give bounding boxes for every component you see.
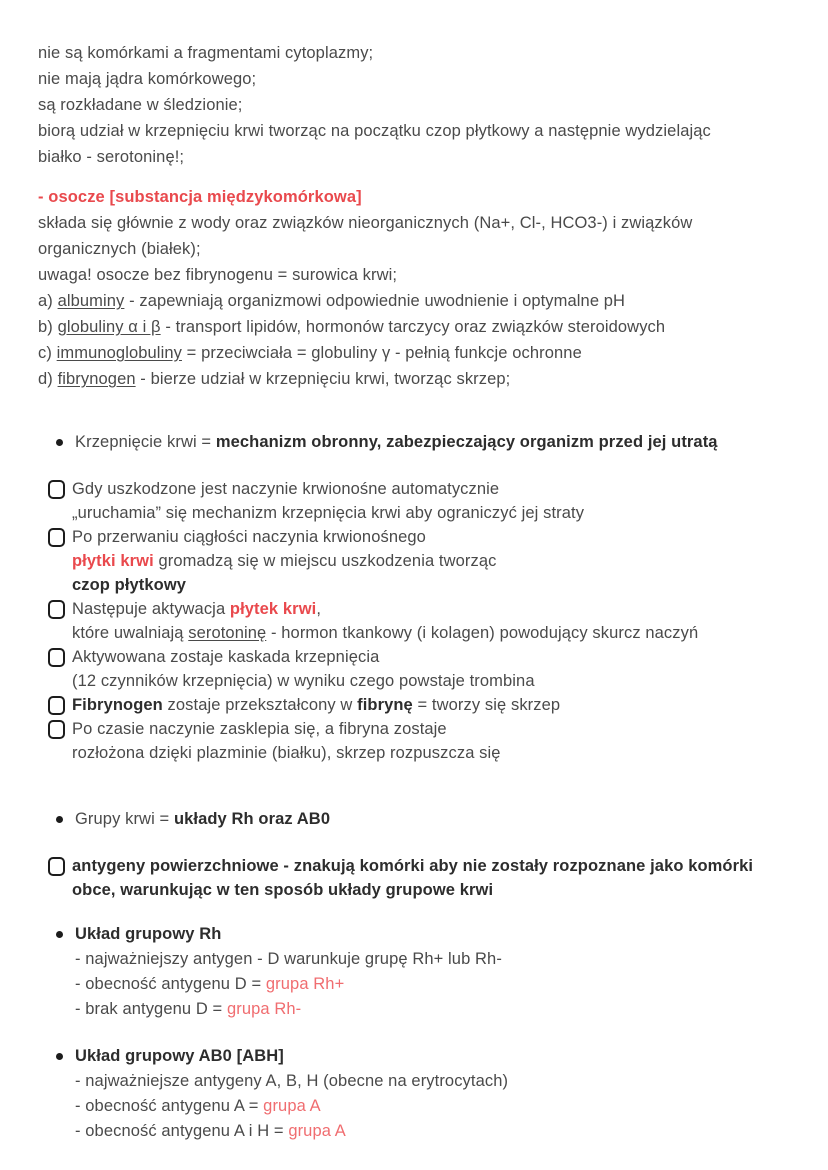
bullet-item-text <box>75 922 798 1022</box>
checkbox-icon[interactable] <box>48 720 65 739</box>
text-run: grupa Rh+ <box>265 975 345 993</box>
checkbox-icon[interactable] <box>48 528 65 547</box>
text-run: składa się głównie z wody oraz związków nieorganicznych (Na+, Cl-, HCO3-) i związków <box>38 214 693 232</box>
text-run: uwaga! osocze bez fibrynogenu = surowica krwi; <box>38 266 398 284</box>
text-line <box>38 118 798 144</box>
text-line <box>38 340 798 366</box>
text-run: globuliny α i β <box>57 318 161 336</box>
text-line <box>75 807 798 832</box>
text-run: a) <box>38 292 58 310</box>
text-line <box>38 288 798 314</box>
text-line <box>38 210 798 236</box>
checklist-item <box>48 525 798 597</box>
bullet-block <box>38 807 798 832</box>
text-run: (12 czynników krzepnięcia) w wyniku czego powstaje trombina <box>72 672 535 690</box>
checkbox-icon[interactable] <box>48 480 65 499</box>
checkbox-icon[interactable] <box>48 648 65 667</box>
checklist-item-text <box>72 693 798 717</box>
text-line <box>72 717 798 741</box>
text-run: immunoglobuliny <box>56 344 182 362</box>
text-run: Grupy krwi = <box>75 810 174 828</box>
text-line <box>72 693 798 717</box>
text-line <box>38 66 798 92</box>
text-run: Aktywowana zostaje kaskada krzepnięcia <box>72 648 380 666</box>
text-line <box>38 236 798 262</box>
checklist-block <box>38 477 798 765</box>
text-line <box>75 997 798 1022</box>
text-run: - bierze udział w krzepnięciu krwi, tworząc skrzep; <box>135 370 511 388</box>
text-run: fibrynogen <box>57 370 136 388</box>
text-run: nie są komórkami a fragmentami cytoplazmy; <box>38 44 374 62</box>
bullet-block <box>38 430 798 455</box>
text-run: białko - serotoninę!; <box>38 148 185 166</box>
text-run: grupa Rh- <box>226 1000 302 1018</box>
checkbox-icon[interactable] <box>48 857 65 876</box>
text-run: - obecność antygenu A = <box>75 1097 264 1115</box>
text-run: - najważniejsze antygeny A, B, H (obecne na erytrocytach) <box>75 1072 509 1090</box>
text-run: Po czasie naczynie zasklepia się, a fibryna zostaje <box>72 720 447 738</box>
bullet-block <box>38 922 798 1022</box>
text-line <box>38 366 798 392</box>
text-run: Układ grupowy AB0 [ABH] <box>75 1047 284 1065</box>
bullet-block <box>38 1044 798 1144</box>
checkbox-icon[interactable] <box>48 600 65 619</box>
text-line <box>72 573 798 597</box>
text-run: , <box>316 600 321 618</box>
text-line <box>75 1069 798 1094</box>
text-line <box>75 922 798 947</box>
bullet-icon <box>56 931 63 938</box>
checkbox-icon[interactable] <box>48 696 65 715</box>
text-run: albuminy <box>57 292 125 310</box>
checklist-item <box>48 597 798 645</box>
checklist-item <box>48 854 798 902</box>
text-line <box>38 92 798 118</box>
text-run: fibrynę <box>357 696 413 714</box>
text-run: = tworzy się skrzep <box>412 696 561 714</box>
checklist-item <box>48 645 798 693</box>
text-run: Następuje aktywacja <box>72 600 230 618</box>
checklist-block <box>38 854 798 902</box>
text-line <box>72 878 798 902</box>
text-run: - transport lipidów, hormonów tarczycy oraz związków steroidowych <box>160 318 666 336</box>
text-line <box>38 144 798 170</box>
text-line <box>38 262 798 288</box>
bullet-item-text <box>75 430 798 455</box>
text-run: Gdy uszkodzone jest naczynie krwionośne automatycznie <box>72 480 500 498</box>
text-line <box>38 314 798 340</box>
checklist-item <box>48 477 798 525</box>
text-line <box>72 621 798 645</box>
text-run: układy Rh oraz AB0 <box>173 810 331 828</box>
text-line <box>75 1119 798 1144</box>
text-run: czop płytkowy <box>72 576 187 594</box>
checklist-item-text <box>72 525 798 597</box>
bullet-icon <box>56 816 63 823</box>
text-run: organicznych (białek); <box>38 240 201 258</box>
text-run: „uruchamia” się mechanizm krzepnięcia krwi aby ograniczyć jej straty <box>72 504 585 522</box>
checklist-item-text <box>72 717 798 765</box>
text-run: - najważniejszy antygen - D warunkuje grupę Rh+ lub Rh- <box>75 950 502 968</box>
bullet-item-text <box>75 807 798 832</box>
text-run: płytek krwi <box>229 600 317 618</box>
checklist-item-text <box>72 854 798 902</box>
text-run: które uwalniają <box>72 624 189 642</box>
text-run: Krzepnięcie krwi = <box>75 433 216 451</box>
text-run: rozłożona dzięki plazminie (białku), skrzep rozpuszcza się <box>72 744 501 762</box>
text-run: płytki krwi <box>72 552 154 570</box>
text-run: b) <box>38 318 58 336</box>
section-heading <box>38 184 798 210</box>
text-run: - brak antygenu D = <box>75 1000 227 1018</box>
text-line <box>75 430 798 455</box>
bullet-item-text <box>75 1044 798 1144</box>
checklist-item-text <box>72 597 798 645</box>
text-line <box>72 477 798 501</box>
text-run: c) <box>38 344 57 362</box>
text-line <box>72 525 798 549</box>
paragraph-block <box>38 210 798 392</box>
text-run: - obecność antygenu A i H = <box>75 1122 289 1140</box>
text-line <box>38 40 798 66</box>
text-line <box>75 1094 798 1119</box>
text-run: Fibrynogen <box>72 696 163 714</box>
text-line <box>75 972 798 997</box>
text-run: nie mają jądra komórkowego; <box>38 70 257 88</box>
text-run: są rozkładane w śledzionie; <box>38 96 243 114</box>
text-run: Po przerwaniu ciągłości naczynia krwionośnego <box>72 528 426 546</box>
text-run: - zapewniają organizmowi odpowiednie uwodnienie i optymalne pH <box>124 292 626 310</box>
text-line <box>72 645 798 669</box>
paragraph-block <box>38 40 798 170</box>
text-run: d) <box>38 370 58 388</box>
text-line <box>75 947 798 972</box>
text-run: = przeciwciała = globuliny γ - pełnią funkcje ochronne <box>181 344 582 362</box>
text-run: zostaje przekształcony w <box>162 696 358 714</box>
bullet-icon <box>56 439 63 446</box>
text-line <box>72 669 798 693</box>
heading-block <box>38 184 798 210</box>
text-run: grupa A <box>263 1097 321 1115</box>
checklist-item-text <box>72 477 798 525</box>
text-run: gromadzą się w miejscu uszkodzenia tworząc <box>153 552 497 570</box>
checklist-item <box>48 693 798 717</box>
text-run: Układ grupowy Rh <box>75 925 222 943</box>
text-line <box>72 549 798 573</box>
text-line <box>72 597 798 621</box>
text-line <box>72 741 798 765</box>
text-line <box>75 1044 798 1069</box>
text-run: - osocze [substancja międzykomórkowa] <box>38 188 362 206</box>
bullet-icon <box>56 1053 63 1060</box>
text-run: - obecność antygenu D = <box>75 975 266 993</box>
text-line <box>72 854 798 878</box>
checklist-item <box>48 717 798 765</box>
text-run: biorą udział w krzepnięciu krwi tworząc na początku czop płytkowy a następnie wydzielając <box>38 122 711 140</box>
text-run: - hormon tkankowy (i kolagen) powodujący skurcz naczyń <box>266 624 699 642</box>
text-run: mechanizm obronny, zabezpieczający organizm przed jej utratą <box>215 433 718 451</box>
text-line <box>72 501 798 525</box>
text-run: serotoninę <box>188 624 267 642</box>
text-run: obce, warunkując w ten sposób układy grupowe krwi <box>72 881 494 899</box>
checklist-item-text <box>72 645 798 693</box>
text-run: grupa A <box>288 1122 346 1140</box>
text-run: antygeny powierzchniowe - znakują komórki aby nie zostały rozpoznane jako komórki <box>72 857 754 875</box>
